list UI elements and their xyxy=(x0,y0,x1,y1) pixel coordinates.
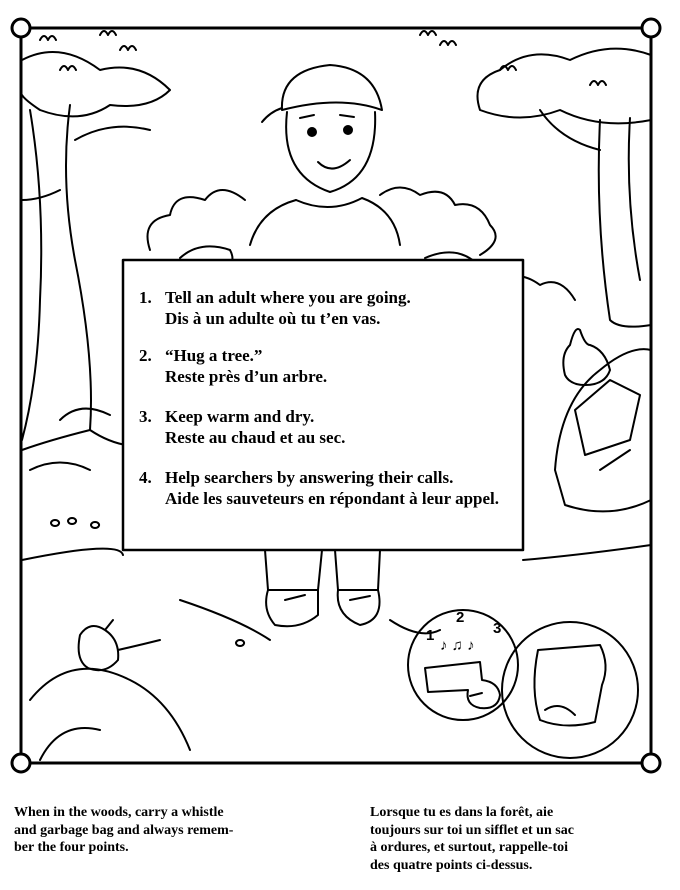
bag-circle xyxy=(502,622,638,758)
boy-legs xyxy=(265,550,380,590)
rule-number: 3. xyxy=(139,407,152,426)
caption-line: ber the four points. xyxy=(14,840,129,855)
corner-circle-top-right xyxy=(642,19,660,37)
rule-french: Reste près d’un arbre. xyxy=(165,367,328,386)
rule-french: Aide les sauveteurs en répondant à leur appel. xyxy=(165,489,500,508)
sign-text-area xyxy=(123,260,523,550)
caption-english xyxy=(14,804,334,857)
rabbit xyxy=(563,329,610,385)
rule-1 xyxy=(139,287,510,329)
rule-number: 4. xyxy=(139,468,152,487)
rocks xyxy=(555,349,651,511)
music-note-glyphs: ♪ ♫ ♪ xyxy=(440,637,475,654)
rule-number: 2. xyxy=(139,346,152,365)
rule-number: 1. xyxy=(139,288,152,307)
rule-english: Tell an adult where you are going. xyxy=(165,288,411,307)
whistle-icon xyxy=(425,662,500,708)
boy-shoes xyxy=(266,590,379,626)
rule-english: “Hug a tree.” xyxy=(165,346,263,365)
rule-2 xyxy=(139,345,510,387)
rule-french: Dis à un adulte où tu t’en vas. xyxy=(165,309,381,328)
caption-line: Lorsque tu es dans la forêt, aie xyxy=(370,805,554,820)
caption-line: des quatre points ci-dessus. xyxy=(370,857,533,873)
rule-3 xyxy=(139,406,510,448)
note-1: 1 xyxy=(426,627,435,644)
whistle-circle xyxy=(408,610,518,720)
note-3: 3 xyxy=(493,620,502,637)
caption-line: and garbage bag and always remem- xyxy=(14,822,234,838)
boy-cap xyxy=(282,65,382,110)
caption-line: à ordures, et surtout, rappelle-toi xyxy=(370,840,569,855)
caption-line: toujours sur toi un sifflet et un sac xyxy=(370,822,574,838)
note-2: 2 xyxy=(456,609,465,626)
corner-circle-bottom-left xyxy=(12,754,30,772)
corner-circle-bottom-right xyxy=(642,754,660,772)
boy-face xyxy=(286,112,375,192)
rule-english: Help searchers by answering their calls. xyxy=(165,468,454,487)
rule-french: Reste au chaud et au sec. xyxy=(165,428,346,447)
rule-4 xyxy=(139,467,510,509)
mouse xyxy=(79,620,160,670)
items-inset xyxy=(408,610,638,758)
corner-circle-top-left xyxy=(12,19,30,37)
rule-english: Keep warm and dry. xyxy=(165,407,315,426)
garbage-bag-icon xyxy=(534,645,605,726)
caption-line: When in the woods, carry a whistle xyxy=(14,805,224,820)
caption-french xyxy=(370,804,675,874)
